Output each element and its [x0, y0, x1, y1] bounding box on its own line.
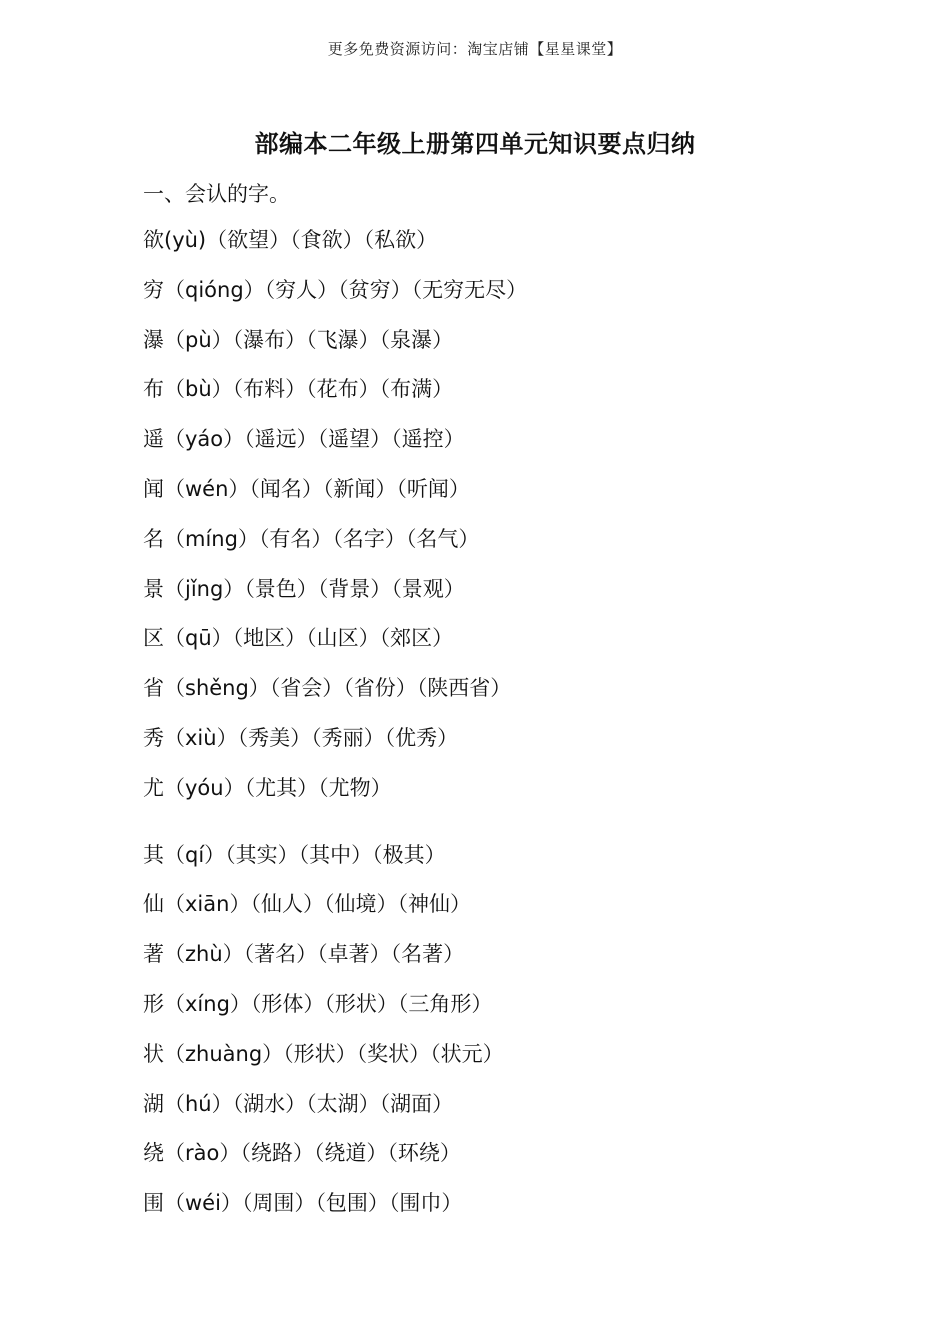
char-row — [143, 674, 511, 702]
word: （著名） — [243, 942, 318, 967]
word: （周围） — [241, 1191, 316, 1216]
pinyin: （míng） — [164, 526, 259, 551]
word: （奖状） — [356, 1041, 431, 1066]
hanzi: 布 — [143, 377, 164, 402]
char-row — [143, 425, 465, 453]
word: （卓著） — [317, 942, 391, 967]
pinyin: （yóu） — [164, 775, 245, 800]
pinyin: （qí） — [164, 842, 226, 867]
pinyin: （qióng） — [164, 277, 265, 302]
pinyin: （hú） — [164, 1091, 233, 1116]
pinyin: （xiù） — [164, 726, 238, 750]
hanzi: 围 — [143, 1191, 164, 1216]
word: （名气） — [405, 526, 480, 551]
char-row — [143, 575, 465, 603]
pinyin: （rào） — [164, 1141, 241, 1166]
pinyin: （wén） — [164, 477, 250, 501]
char-row — [143, 774, 392, 802]
char-row — [143, 724, 458, 752]
word: （其中） — [298, 842, 373, 867]
word: （遥望） — [317, 427, 392, 452]
word: （新闻） — [322, 477, 397, 501]
word: （形状） — [283, 1041, 357, 1066]
pinyin: （qū） — [164, 626, 233, 651]
word: （欲望） — [206, 228, 291, 252]
hanzi: 状 — [143, 1041, 164, 1066]
char-row — [143, 940, 464, 968]
pinyin: （xiān） — [164, 892, 251, 917]
word: （三角形） — [397, 992, 493, 1016]
char-row — [143, 475, 470, 503]
word: （花布） — [306, 377, 380, 402]
word: （尤其） — [244, 775, 319, 800]
char-row — [143, 326, 453, 354]
word: （形体） — [250, 992, 325, 1016]
word: （湖水） — [232, 1091, 307, 1116]
hanzi: 瀑 — [143, 327, 164, 352]
pinyin: （bù） — [164, 377, 233, 402]
pinyin: （zhuàng） — [164, 1041, 284, 1066]
word: （省份） — [343, 676, 417, 701]
char-row — [143, 1189, 462, 1217]
word: （泉瀑） — [379, 327, 454, 352]
word: （其实） — [225, 842, 299, 867]
word: （仙人） — [250, 892, 324, 917]
word: （郊区） — [379, 626, 454, 651]
hanzi: 闻 — [143, 477, 164, 501]
word: （状元） — [430, 1041, 504, 1066]
pinyin: （wéi） — [164, 1191, 242, 1216]
word: （布满） — [379, 377, 454, 402]
char-row — [143, 1139, 461, 1167]
word: （食欲） — [290, 228, 364, 252]
word: （山区） — [306, 626, 380, 651]
word: （有名） — [258, 526, 333, 551]
hanzi: 其 — [143, 842, 164, 867]
pinyin: （yáo） — [164, 427, 245, 452]
hanzi: 仙 — [143, 892, 164, 917]
pinyin: （pù） — [164, 327, 233, 352]
hanzi: 湖 — [143, 1091, 164, 1116]
char-row — [143, 990, 492, 1018]
hanzi: 欲 — [143, 228, 164, 252]
word: （名字） — [332, 526, 406, 551]
word: （太湖） — [306, 1091, 380, 1116]
word: （陕西省） — [416, 676, 512, 701]
char-row — [143, 525, 479, 553]
word: （私欲） — [363, 228, 438, 252]
word: （秀美） — [237, 726, 312, 750]
pinyin: (yù) — [164, 228, 207, 252]
word: （优秀） — [384, 726, 459, 750]
char-row — [143, 841, 446, 869]
word: （秀丽） — [311, 726, 385, 750]
page-title: 部编本二年级上册第四单元知识要点归纳 — [254, 130, 696, 158]
word: （围巾） — [388, 1191, 463, 1216]
word: （形状） — [324, 992, 398, 1016]
word: （景观） — [391, 576, 465, 601]
hanzi: 名 — [143, 526, 164, 551]
hanzi: 遥 — [143, 427, 164, 452]
word: （名著） — [390, 942, 465, 967]
char-row — [143, 1040, 504, 1068]
char-row — [143, 226, 437, 254]
word: （遥控） — [391, 427, 465, 452]
word: （环绕） — [387, 1141, 461, 1166]
word: （景色） — [244, 576, 318, 601]
hanzi: 穷 — [143, 277, 164, 302]
char-row — [143, 1090, 453, 1118]
word: （湖面） — [379, 1091, 454, 1116]
pinyin: （shěng） — [164, 676, 270, 701]
word: （尤物） — [318, 775, 392, 800]
word: （省会） — [269, 676, 344, 701]
word: （无穷无尽） — [411, 277, 528, 302]
word: （贫穷） — [338, 277, 412, 302]
hanzi: 区 — [143, 626, 164, 651]
hanzi: 景 — [143, 576, 164, 601]
header-note: 更多免费资源访问：淘宝店铺【星星课堂】 — [327, 40, 623, 58]
word: （闻名） — [249, 477, 323, 501]
word: （仙境） — [323, 892, 398, 917]
pinyin: （xíng） — [164, 992, 251, 1016]
char-row — [143, 624, 453, 652]
hanzi: 省 — [143, 676, 164, 701]
hanzi: 尤 — [143, 775, 164, 800]
hanzi: 绕 — [143, 1141, 164, 1166]
hanzi: 秀 — [143, 726, 164, 750]
word: （极其） — [372, 842, 446, 867]
word: （地区） — [232, 626, 307, 651]
word: （飞瀑） — [306, 327, 380, 352]
word: （背景） — [317, 576, 392, 601]
pinyin: （zhù） — [164, 942, 244, 967]
section-heading: 一、会认的字。 — [143, 182, 290, 206]
hanzi: 著 — [143, 942, 164, 967]
word: （穷人） — [264, 277, 339, 302]
word: （绕路） — [240, 1141, 314, 1166]
hanzi: 形 — [143, 992, 164, 1016]
char-row — [143, 375, 453, 403]
word: （听闻） — [396, 477, 470, 501]
word: （绕道） — [313, 1141, 388, 1166]
word: （神仙） — [397, 892, 471, 917]
word: （包围） — [315, 1191, 389, 1216]
char-row — [143, 890, 471, 918]
char-row — [143, 276, 527, 304]
word: （遥远） — [244, 427, 318, 452]
word: （布料） — [232, 377, 307, 402]
pinyin: （jǐng） — [164, 576, 245, 601]
word: （瀑布） — [232, 327, 307, 352]
